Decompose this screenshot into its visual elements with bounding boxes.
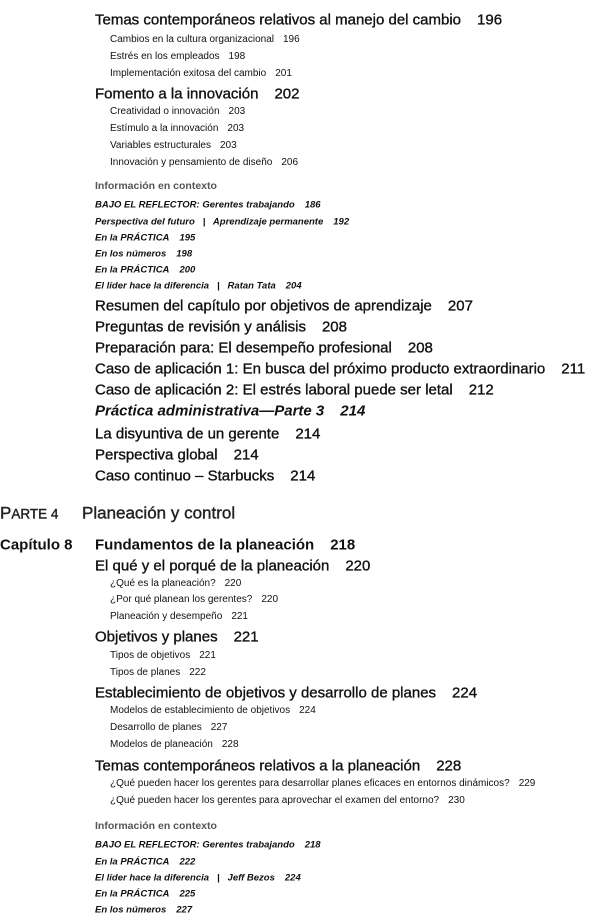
toc-entry [95, 341, 433, 356]
page-number: 198 [228, 51, 246, 62]
entry-title: Temas contemporáneos relativos al manejo del cambio [95, 11, 462, 29]
page-number: 201 [275, 68, 292, 79]
entry-title: Resumen del capítulo por objetivos de aprendizaje [95, 297, 432, 315]
entry-title: Objetivos y planes [95, 628, 218, 646]
entry-title: Estímulo a la innovación [110, 123, 219, 134]
page-number: 224 [299, 705, 316, 716]
toc-entry [95, 233, 195, 243]
toc-entry [95, 87, 299, 102]
part-heading [0, 505, 600, 522]
entry-title: Temas contemporáneos relativos a la planeación [95, 757, 421, 775]
toc-entry [110, 158, 298, 168]
page-number: 192 [333, 216, 350, 228]
page-number: 220 [261, 594, 279, 605]
page-number: 195 [179, 232, 196, 244]
part-label: PARTE 4 [0, 503, 59, 523]
page-number: 224 [452, 684, 478, 702]
toc-entry [110, 779, 535, 789]
page-number: 208 [407, 339, 433, 357]
entry-title: Información en contexto [95, 819, 217, 832]
entry-title: La disyuntiva de un gerente [95, 425, 280, 443]
section-label [95, 181, 217, 192]
entry-title: Preparación para: El desempeño profesional [95, 339, 392, 357]
page-number: 207 [447, 297, 473, 315]
page-number: 229 [518, 778, 536, 789]
page-number: 214 [290, 467, 316, 485]
toc-entry [95, 905, 192, 915]
entry-title: ¿Qué pueden hacer los gerentes para desarrollar planes eficaces en entornos dinámicos? [110, 778, 510, 789]
entry-title: Establecimiento de objetivos y desarrollo de planes [95, 684, 437, 702]
toc-entry [110, 35, 300, 45]
page-number: 218 [304, 839, 321, 851]
entry-title: Tipos de planes [110, 667, 181, 678]
toc-entry [110, 706, 316, 716]
toc-entry [95, 299, 473, 314]
toc-entry [95, 383, 494, 398]
entry-title: Tipos de objetivos [110, 650, 191, 661]
entry-title: BAJO EL REFLECTOR: Gerentes trabajando [95, 199, 295, 211]
page-number: 230 [448, 795, 465, 806]
entry-title: Perspectiva global [95, 446, 218, 464]
page-number: 186 [304, 199, 321, 211]
entry-title: Implementación exitosa del cambio [110, 68, 267, 79]
toc-entry [110, 579, 241, 589]
toc-entry [95, 469, 315, 484]
toc-entry [95, 249, 192, 259]
toc-entry [110, 740, 239, 750]
page-number: 221 [233, 628, 259, 646]
toc-entry [95, 320, 347, 335]
entry-title: Estrés en los empleados [110, 51, 220, 62]
page-number: 203 [219, 140, 237, 151]
page-number: 220 [345, 557, 371, 575]
toc-entry [110, 69, 292, 79]
entry-title: Preguntas de revisión y análisis [95, 318, 306, 336]
entry-title: El líder hace la diferencia | Jeff Bezos [95, 872, 275, 884]
toc-entry [110, 124, 244, 134]
page-number: 222 [179, 856, 196, 868]
page-number: 228 [436, 757, 462, 775]
toc-entry [110, 723, 227, 733]
toc-entry [95, 448, 259, 463]
toc-entry [110, 52, 245, 62]
toc-entry [95, 759, 461, 774]
page-number: 214 [340, 402, 366, 420]
toc-entry [95, 873, 301, 883]
page-number: 222 [189, 667, 206, 678]
entry-title: Fomento a la innovación [95, 85, 259, 103]
page-number: 203 [227, 123, 245, 134]
toc-entry [95, 265, 195, 275]
entry-title: Caso de aplicación 1: En busca del próximo producto extraordinario [95, 360, 546, 378]
page-number: 220 [224, 578, 242, 589]
page-number: 224 [284, 872, 301, 884]
entry-title: Caso continuo – Starbucks [95, 467, 275, 485]
entry-title: Cambios en la cultura organizacional [110, 34, 274, 45]
toc-entry [110, 796, 465, 806]
page-number: 227 [176, 904, 193, 916]
toc-entry [95, 840, 321, 850]
entry-title: Variables estructurales [110, 140, 211, 151]
page-number: 208 [321, 318, 347, 336]
entry-title: Modelos de establecimiento de objetivos [110, 705, 291, 716]
entry-title: Práctica administrativa—Parte 3 [95, 402, 325, 420]
entry-title: El líder hace la diferencia | Ratan Tata [95, 280, 276, 292]
toc-entry [110, 107, 245, 117]
page-number: 218 [330, 536, 356, 554]
entry-title: Perspectiva del futuro | Aprendizaje permanente [95, 216, 324, 228]
page-number: 198 [176, 248, 193, 260]
entry-title: En los números [95, 904, 167, 916]
part-title: Planeación y control [82, 503, 236, 523]
entry-title: ¿Qué pueden hacer los gerentes para aprovechar el examen del entorno? [110, 795, 440, 806]
entry-title: En la PRÁCTICA [95, 856, 170, 868]
toc-entry [95, 281, 302, 291]
toc-entry [95, 686, 477, 701]
entry-title: En la PRÁCTICA [95, 232, 170, 244]
page-number: 203 [228, 106, 246, 117]
entry-title: En los números [95, 248, 167, 260]
chapter-title: Fundamentos de la planeación [95, 536, 315, 554]
page-number: 196 [477, 11, 503, 29]
page-number: 211 [561, 360, 586, 378]
entry-title: El qué y el porqué de la planeación [95, 557, 330, 575]
page-number: 228 [221, 739, 239, 750]
page-number: 196 [282, 34, 300, 45]
chapter-heading [0, 538, 600, 553]
entry-title: Información en contexto [95, 179, 217, 192]
toc-entry [95, 427, 320, 442]
toc-entry [110, 651, 216, 661]
entry-title: ¿Qué es la planeación? [110, 578, 216, 589]
entry-title: Caso de aplicación 2: El estrés laboral puede ser letal [95, 381, 453, 399]
toc-entry [110, 141, 237, 151]
toc-entry [95, 362, 585, 377]
page-number: 204 [285, 280, 302, 292]
entry-title: En la PRÁCTICA [95, 264, 170, 276]
entry-title: ¿Por qué planean los gerentes? [110, 594, 253, 605]
page-number: 212 [468, 381, 494, 399]
toc-entry [95, 217, 349, 227]
chapter-label: Capítulo 8 [0, 536, 73, 554]
page-number: 214 [233, 446, 259, 464]
page-number: 214 [295, 425, 321, 443]
page-number: 225 [179, 888, 196, 900]
entry-title: En la PRÁCTICA [95, 888, 170, 900]
toc-entry [95, 559, 370, 574]
toc-entry [95, 13, 502, 28]
page-number: 206 [281, 157, 299, 168]
toc-entry [95, 404, 365, 419]
entry-title: Planeación y desempeño [110, 611, 223, 622]
toc-entry [95, 857, 195, 867]
page-number: 227 [210, 722, 228, 733]
entry-title: Innovación y pensamiento de diseño [110, 157, 273, 168]
page-number: 221 [231, 611, 248, 622]
entry-title: Desarrollo de planes [110, 722, 202, 733]
entry-title: BAJO EL REFLECTOR: Gerentes trabajando [95, 839, 295, 851]
page-number: 221 [199, 650, 216, 661]
toc-entry [95, 630, 259, 645]
toc-entry [95, 200, 321, 210]
page-number: 200 [179, 264, 196, 276]
toc-entry [95, 889, 195, 899]
toc-entry [110, 668, 206, 678]
entry-title: Creatividad o innovación [110, 106, 220, 117]
entry-title: Modelos de planeación [110, 739, 213, 750]
page-number: 202 [274, 85, 300, 103]
section-label [95, 821, 217, 832]
toc-entry [110, 612, 248, 622]
toc-entry [110, 595, 278, 605]
